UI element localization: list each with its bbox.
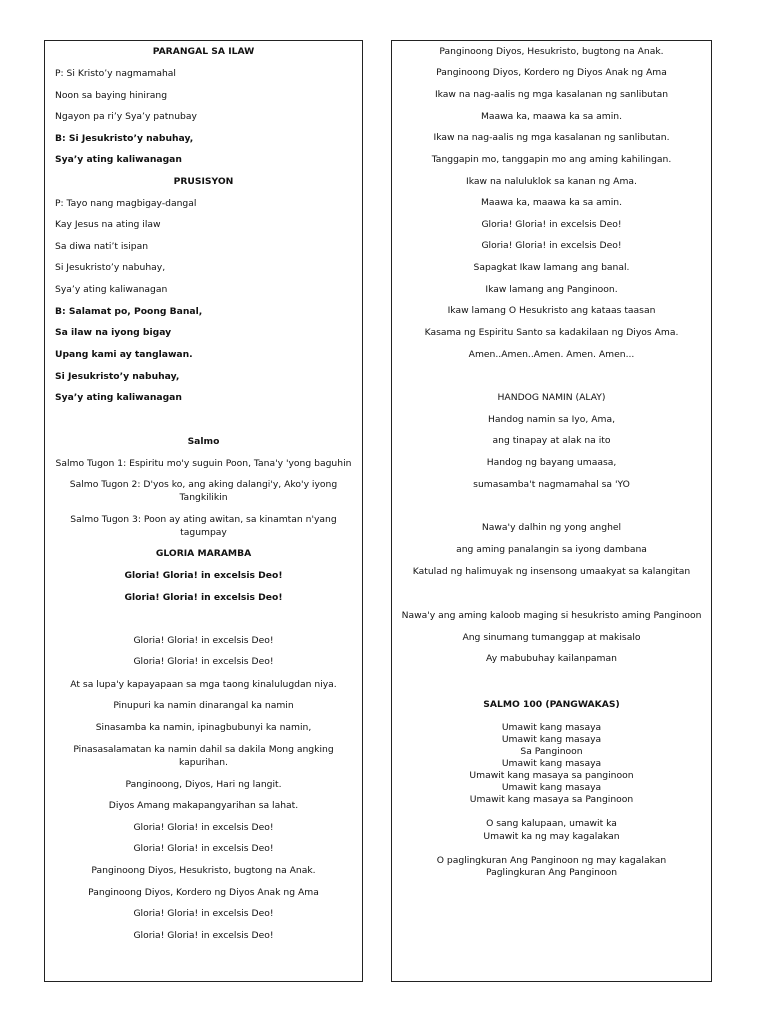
gloria-line: Gloria! Gloria! in excelsis Deo! [133, 930, 274, 941]
gloria-line: Gloria! Gloria! in excelsis Deo! [133, 822, 274, 833]
handog-heading: HANDOG NAMIN (ALAY) [497, 392, 606, 403]
salmo-tugon-1: Salmo Tugon 1: Espiritu mo'y suguin Poon, Tana'y 'yong baguhin [55, 458, 352, 469]
salmo-line: O sang kalupaan, umawit ka [486, 818, 617, 829]
lyric-line: B: Si Jesukristo’y nabuhay, [55, 133, 194, 144]
gloria-line: Maawa ka, maawa ka sa amin. [480, 197, 623, 208]
handog-line: Ang sinumang tumanggap at makisalo [462, 632, 641, 643]
gloria-line: Sapagkat Ikaw lamang ang banal. [473, 262, 630, 273]
gloria-line: Pinasasalamatan ka namin dahil sa dakila Mong angking kapurihan. [73, 744, 334, 768]
gloria-line: Gloria! Gloria! in excelsis Deo! [133, 656, 274, 667]
lyric-line: Kay Jesus na ating ilaw [55, 219, 161, 230]
lyric-line: B: Salamat po, Poong Banal, [55, 306, 203, 317]
gloria-line: Ikaw lamang ang Panginoon. [485, 284, 618, 295]
salmo-tugon-3: Salmo Tugon 3: Poon ay ating awitan, sa kinamtan n'yang tagumpay [70, 514, 337, 538]
salmo-line: Umawit kang masaya [501, 734, 602, 745]
handog-line: Nawa'y ang aming kaloob maging si hesukristo aming Panginoon [401, 610, 702, 621]
lyric-line: P: Tayo nang magbigay-dangal [55, 198, 197, 209]
salmo-line: Umawit kang masaya sa panginoon [469, 770, 634, 781]
right-column-panel [391, 40, 712, 982]
gloria-line: Gloria! Gloria! in excelsis Deo! [124, 570, 283, 581]
lyric-line: Sa ilaw na iyong bigay [55, 327, 172, 338]
gloria-line: Gloria! Gloria! in excelsis Deo! [481, 219, 622, 230]
gloria-line: Ikaw na nag-aalis ng mga kasalanan ng sanlibutan. [433, 132, 670, 143]
lyric-line: Upang kami ay tanglawan. [55, 349, 193, 360]
salmo-line: Sa Panginoon [520, 746, 583, 757]
handog-line: ang aming panalangin sa iyong dambana [456, 544, 647, 555]
lyric-line: Sya’y ating kaliwanagan [55, 154, 182, 165]
gloria-line: Tanggapin mo, tanggapin mo ang aming kahilingan. [431, 154, 672, 165]
salmo-line: Umawit kang masaya sa Panginoon [469, 794, 634, 805]
left-column-panel [44, 40, 363, 982]
gloria-line: Pinupuri ka namin dinarangal ka namin [113, 700, 294, 711]
salmo-line: Umawit kang masaya [501, 722, 602, 733]
salmo-line: Umawit ka ng may kagalakan [483, 831, 620, 842]
gloria-line: Ikaw na nag-aalis ng mga kasalanan ng sanlibutan [434, 89, 669, 100]
gloria-line: Panginoong Diyos, Kordero ng Diyos Anak ng Ama [436, 67, 667, 78]
gloria-line: Panginoong, Diyos, Hari ng langit. [125, 779, 282, 790]
handog-line: Nawa'y dalhin ng yong anghel [481, 522, 622, 533]
parangal-heading: PARANGAL SA ILAW [152, 46, 255, 57]
salmo-heading: Salmo [187, 436, 220, 447]
salmo-line: Umawit kang masaya [501, 782, 602, 793]
handog-line: sumasamba't nagmamahal sa 'YO [473, 479, 630, 490]
lyric-line: Noon sa baying hinirang [55, 90, 168, 101]
gloria-line: Gloria! Gloria! in excelsis Deo! [133, 635, 274, 646]
gloria-line: Sinasamba ka namin, ipinagbubunyi ka namin, [95, 722, 312, 733]
gloria-line: Amen..Amen..Amen. Amen. Amen... [468, 349, 635, 360]
salmo-line: Umawit kang masaya [501, 758, 602, 769]
lyric-line: Ngayon pa ri’y Sya’y patnubay [55, 111, 197, 122]
gloria-line: Ikaw lamang O Hesukristo ang kataas taasan [447, 305, 656, 316]
lyric-line: P: Si Kristo’y nagmamahal [55, 68, 176, 79]
gloria-line: Diyos Amang makapangyarihan sa lahat. [108, 800, 299, 811]
handog-line: Ay mabubuhay kailanpaman [486, 653, 617, 664]
gloria-line: Gloria! Gloria! in excelsis Deo! [133, 908, 274, 919]
gloria-line: Kasama ng Espiritu Santo sa kadakilaan ng Diyos Ama. [424, 327, 679, 338]
gloria-line: Ikaw na naluluklok sa kanan ng Ama. [466, 176, 637, 187]
salmo-100-heading: SALMO 100 (PANGWAKAS) [483, 699, 620, 710]
gloria-heading: GLORIA MARAMBA [155, 548, 252, 559]
handog-line: ang tinapay at alak na ito [492, 435, 611, 446]
lyric-line: Si Jesukristo’y nabuhay, [55, 262, 166, 273]
gloria-line: Gloria! Gloria! in excelsis Deo! [133, 843, 274, 854]
gloria-line: Panginoong Diyos, Hesukristo, bugtong na Anak. [91, 865, 316, 876]
gloria-line: Panginoong Diyos, Kordero ng Diyos Anak ng Ama [88, 887, 319, 898]
lyric-line: Sya’y ating kaliwanagan [55, 392, 182, 403]
lyric-line: Si Jesukristo’y nabuhay, [55, 371, 180, 382]
gloria-line: Gloria! Gloria! in excelsis Deo! [481, 240, 622, 251]
salmo-line: Paglingkuran Ang Panginoon [485, 867, 618, 878]
salmo-line: O paglingkuran Ang Panginoon ng may kagalakan [436, 855, 667, 866]
lyric-line: Sya’y ating kaliwanagan [55, 284, 168, 295]
gloria-line: At sa lupa'y kapayapaan sa mga taong kinalulugdan niya. [70, 679, 337, 690]
lyric-line: Sa diwa nati’t isipan [55, 241, 149, 252]
gloria-line: Gloria! Gloria! in excelsis Deo! [124, 592, 283, 603]
prusisyon-heading: PRUSISYON [173, 176, 234, 187]
salmo-tugon-2: Salmo Tugon 2: D'yos ko, ang aking dalangi'y, Ako'y iyong Tangkilikin [69, 479, 338, 503]
gloria-line: Maawa ka, maawa ka sa amin. [480, 111, 623, 122]
handog-line: Handog ng bayang umaasa, [486, 457, 617, 468]
handog-line: Katulad ng halimuyak ng insensong umaakyat sa kalangitan [412, 566, 691, 577]
gloria-line: Panginoong Diyos, Hesukristo, bugtong na Anak. [439, 46, 664, 57]
handog-line: Handog namin sa Iyo, Ama, [488, 414, 615, 425]
